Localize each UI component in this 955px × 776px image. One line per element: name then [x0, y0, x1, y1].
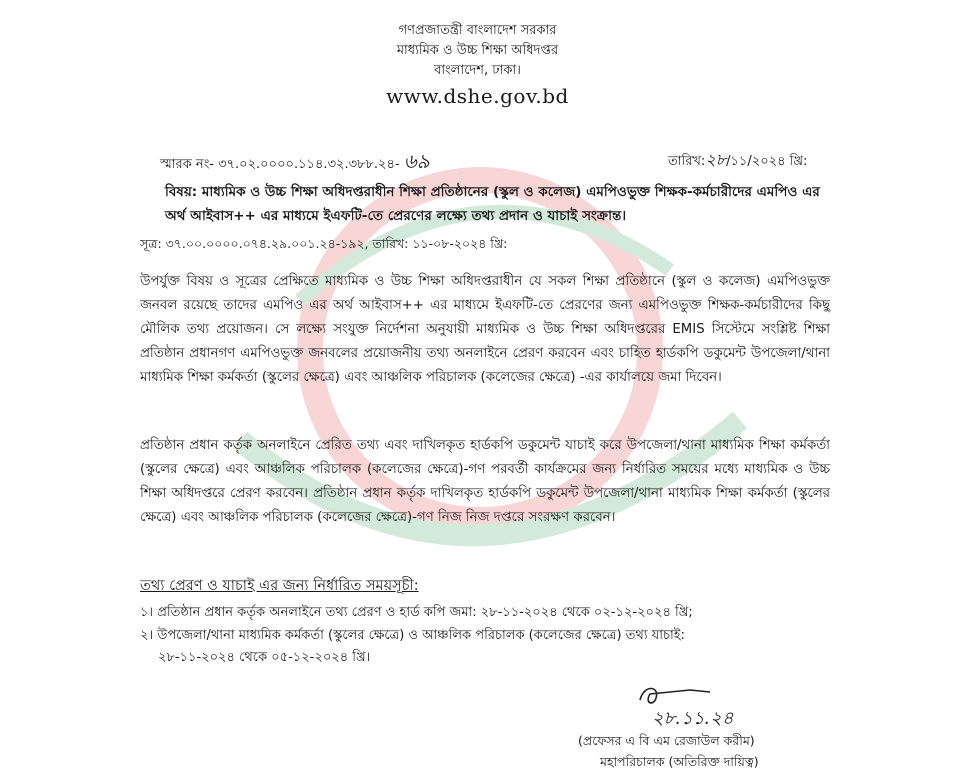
memo-number	[160, 147, 430, 180]
header-govt-line: গণপ্রজাতন্ত্রী বাংলাদেশ সরকার	[398, 23, 557, 38]
schedule-item-2: ২। উপজেলা/থানা মাধ্যমিক কর্মকর্তা (স্কুলের ক্ষেত্রে) ও আঞ্চলিক পরিচালক (কলেজের ক্ষেত্রে) তথ্য যাচাই:	[140, 628, 685, 643]
header-website: www.dshe.gov.bd	[386, 84, 569, 108]
reference-line: সূত্র: ৩৭.০০.০০০০.০৭৪.২৯.০০১.২৪-১৯২, তারিখ: ১১-০৮-২০২৪ খ্রি:	[140, 236, 508, 251]
header-directorate-line: মাধ্যমিক ও উচ্চ শিক্ষা অধিদপ্তর	[396, 43, 559, 58]
letter-date	[668, 147, 807, 174]
memo-handwritten-number: ৬৯	[403, 149, 430, 173]
signatory-name: (প্রফেসর এ বি এম রেজাউল করীম)	[578, 733, 755, 748]
signatory-title: মহাপরিচালক (অতিরিক্ত দায়িত্ব)	[600, 754, 759, 769]
schedule-item-2-dates: ২৮-১১-২০২৪ থেকে ০৫-১২-২০২৪ খ্রি।	[158, 650, 371, 665]
date-handwritten-day: ২৮	[705, 150, 727, 169]
date-rest: /১১/২০২৪ খ্রি:	[726, 154, 808, 169]
date-label: তারিখ:	[668, 154, 706, 169]
subject-line: বিষয়: মাধ্যমিক ও উচ্চ শিক্ষা অধিদপ্তরাধীন শিক্ষা প্রতিষ্ঠানের (স্কুল ও কলেজ) এমপিওভুক্ত শিক্ষক-কর্মচারীদের এমপিও এর অর্থ আইবাস++ এর মাধ্যমে ইএফটি-তে প্রেরণের লক্ষ্যে তথ্য প্রদান ও যাচাই সংক্রান্ত।	[165, 184, 820, 224]
body-paragraph-1: উপর্যুক্ত বিষয় ও সূত্রের প্রেক্ষিতে মাধ্যমিক ও উচ্চ শিক্ষা অধিদপ্তরাধীন যে সকল শিক্ষা প্রতিষ্ঠানে (স্কুল ও কলেজ) এমপিওভুক্ত জনবল রয়েছে তাদের এমপিও এর অর্থ আইবাস++ এর মাধ্যমে ইএফটি-তে প্রেরণের জন্য এমপিওভুক্ত শিক্ষক-কর্মচারীদের কিছু মৌলিক তথ্য প্রয়োজন। সে লক্ষ্যে সংযুক্ত নির্দেশনা অনুযায়ী মাধ্যমিক ও উচ্চ শিক্ষা অধিদপ্তরের EMIS সিস্টেমে সংশ্লিষ্ট শিক্ষা প্রতিষ্ঠান প্রধানগণ এমপিওভুক্ত জনবলের প্রয়োজনীয় তথ্য অনলাইনে প্রেরণ করবেন এবং চাহিত হার্ডকপি ডকুমেন্ট উপজেলা/থানা মাধ্যমিক শিক্ষা কর্মকর্তা (স্কুলের ক্ষেত্রে) এবং আঞ্চলিক পরিচালক (কলেজের ক্ষেত্রে) -এর কার্যালয়ে জমা দিবেন।	[140, 274, 830, 385]
schedule-title: তথ্য প্রেরণ ও যাচাই এর জন্য নির্ধারিত সময়সূচী:	[140, 578, 419, 594]
header-location-line: বাংলাদেশ, ঢাকা।	[434, 63, 521, 78]
signature	[630, 680, 780, 732]
memo-label: স্মারক নং- ৩৭.০২.০০০০.১১৪.৩২.৩৮৮.২৪-	[160, 157, 400, 172]
schedule-item-1: ১। প্রতিষ্ঠান প্রধান কর্তৃক অনলাইনে তথ্য প্রেরণ ও হার্ড কপি জমা: ২৮-১১-২০২৪ থেকে ০২-১২-২০২৪ খ্রি;	[140, 605, 693, 620]
body-paragraph-2: প্রতিষ্ঠান প্রধান কর্তৃক অনলাইনে প্রেরিত তথ্য এবং দাখিলকৃত হার্ডকপি ডকুমেন্ট যাচাই করে উপজেলা/থানা মাধ্যমিক শিক্ষা কর্মকর্তা (স্কুলের ক্ষেত্রে) এবং আঞ্চলিক পরিচালক (কলেজের ক্ষেত্রে)-গণ পরবর্তী কার্যক্রমের জন্য নির্ধারিত সময়ের মধ্যে মাধ্যমিক ও উচ্চ শিক্ষা অধিদপ্তরে প্রেরণ করবেন। প্রতিষ্ঠান প্রধান কর্তৃক দাখিলকৃত হার্ডকপি ডকুমেন্ট উপজেলা/থানা মাধ্যমিক শিক্ষা কর্মকর্তা (স্কুলের ক্ষেত্রে) এবং আঞ্চলিক পরিচালক (কলেজের ক্ষেত্রে)-গণ নিজ নিজ দপ্তরে সংরক্ষণ করবেন।	[140, 438, 830, 525]
signature-date: ২৮.১১.২৪	[652, 708, 734, 729]
